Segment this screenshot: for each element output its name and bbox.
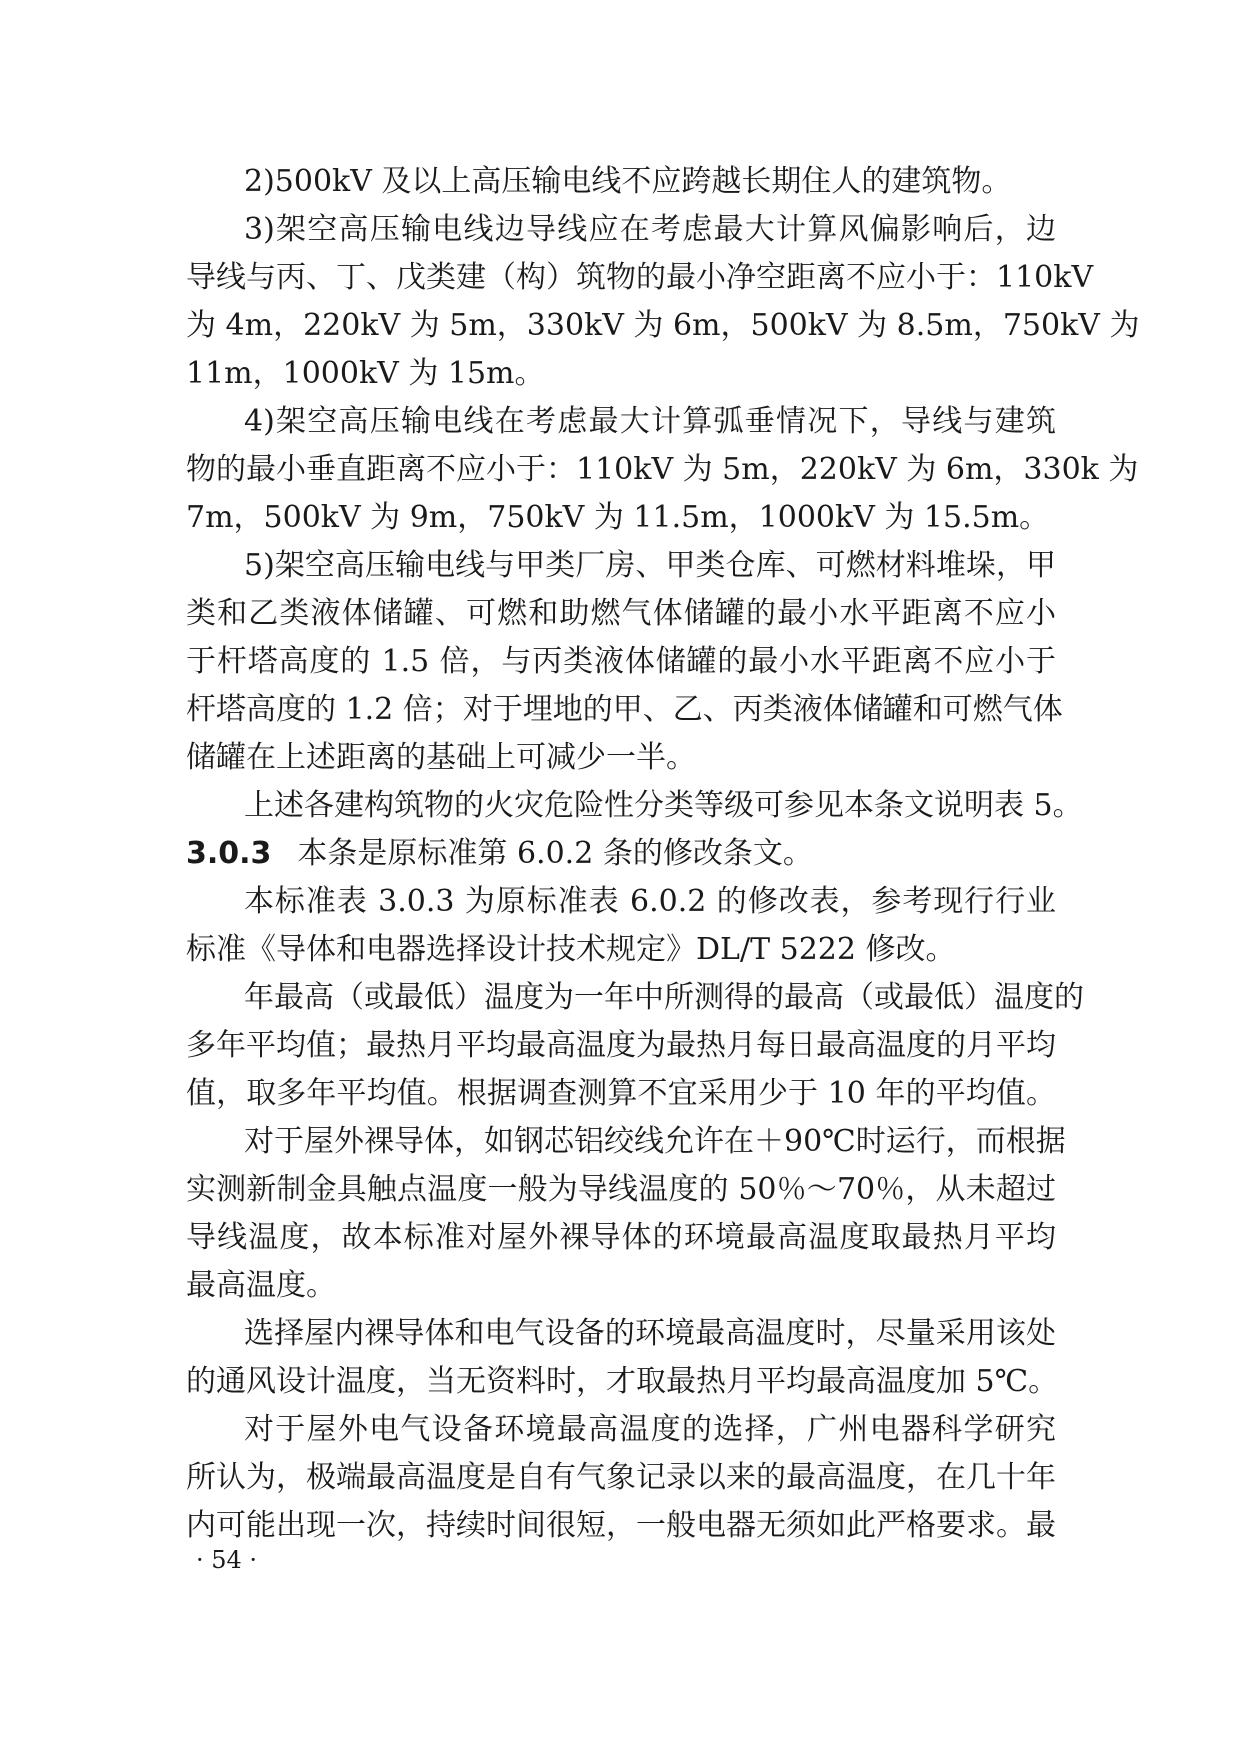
paragraph-11-line-2: 所认为，极端最高温度是自有气象记录以来的最高温度，在几十年 — [186, 1460, 1056, 1495]
paragraph-9-line-3: 导线温度，故本标准对屋外裸导体的环境最高温度取最热月平均 — [186, 1220, 1056, 1255]
paragraph-2-line-3: 为 4m，220kV 为 5m，330kV 为 6m，500kV 为 8.5m，750kV 为 — [186, 308, 1140, 343]
paragraph-10-line-1: 选择屋内裸导体和电气设备的环境最高温度时，尽量采用该处 — [244, 1316, 1056, 1351]
page-number: · 54 · — [196, 1546, 258, 1574]
paragraph-9-line-2: 实测新制金具触点温度一般为导线温度的 50％～70％，从未超过 — [186, 1172, 1056, 1207]
paragraph-4-line-3: 于杆塔高度的 1.5 倍，与丙类液体储罐的最小水平距离不应小于 — [186, 644, 1056, 679]
paragraph-4-line-2: 类和乙类液体储罐、可燃和助燃气体储罐的最小水平距离不应小 — [186, 596, 1056, 631]
paragraph-4-line-5: 储罐在上述距离的基础上可减少一半。 — [186, 740, 696, 775]
clause-number: 3.0.3 — [186, 836, 272, 871]
paragraph-8-line-1: 年最高（或最低）温度为一年中所测得的最高（或最低）温度的 — [244, 980, 1084, 1015]
paragraph-8-line-3: 值，取多年平均值。根据调查测算不宜采用少于 10 年的平均值。 — [186, 1076, 1056, 1111]
paragraph-4-line-1: 5)架空高压输电线与甲类厂房、甲类仓库、可燃材料堆垛，甲 — [244, 548, 1056, 583]
paragraph-2-line-4: 11m，1000kV 为 15m。 — [186, 356, 545, 391]
paragraph-2-line-1: 3)架空高压输电线边导线应在考虑最大计算风偏影响后，边 — [244, 212, 1056, 247]
paragraph-7-line-1: 本标准表 3.0.3 为原标准表 6.0.2 的修改表，参考现行行业 — [244, 884, 1056, 919]
paragraph-9-line-1: 对于屋外裸导体，如钢芯铝绞线允许在＋90℃时运行，而根据 — [244, 1124, 1066, 1159]
paragraph-8-line-2: 多年平均值；最热月平均最高温度为最热月每日最高温度的月平均 — [186, 1028, 1056, 1063]
paragraph-3-line-1: 4)架空高压输电线在考虑最大计算弧垂情况下，导线与建筑 — [244, 404, 1056, 439]
paragraph-2-line-2: 导线与丙、丁、戊类建（构）筑物的最小净空距离不应小于：110kV — [186, 260, 1094, 295]
paragraph-3-line-2: 物的最小垂直距离不应小于：110kV 为 5m，220kV 为 6m，330k 为 — [186, 452, 1139, 487]
clause-3-0-3-heading — [186, 830, 1056, 878]
paragraph-1-line-1: 2)500kV 及以上高压输电线不应跨越长期住人的建筑物。 — [244, 164, 1012, 199]
clause-heading-text: 本条是原标准第 6.0.2 条的修改条文。 — [297, 836, 813, 871]
paragraph-11-line-1: 对于屋外电气设备环境最高温度的选择，广州电器科学研究 — [244, 1412, 1056, 1447]
paragraph-3-line-3: 7m，500kV 为 9m，750kV 为 11.5m，1000kV 为 15.5m。 — [186, 500, 1050, 535]
paragraph-4-line-4: 杆塔高度的 1.2 倍；对于埋地的甲、乙、丙类液体储罐和可燃气体 — [186, 692, 1063, 727]
paragraph-9-line-4: 最高温度。 — [186, 1268, 336, 1303]
paragraph-5-line-1: 上述各建构筑物的火灾危险性分类等级可参见本条文说明表 5。 — [244, 788, 1083, 823]
paragraph-11-line-3: 内可能出现一次，持续时间很短，一般电器无须如此严格要求。最 — [186, 1508, 1056, 1543]
paragraph-10-line-2: 的通风设计温度，当无资料时，才取最热月平均最高温度加 5℃。 — [186, 1364, 1059, 1399]
paragraph-7-line-2: 标准《导体和电器选择设计技术规定》DL/T 5222 修改。 — [186, 932, 956, 967]
